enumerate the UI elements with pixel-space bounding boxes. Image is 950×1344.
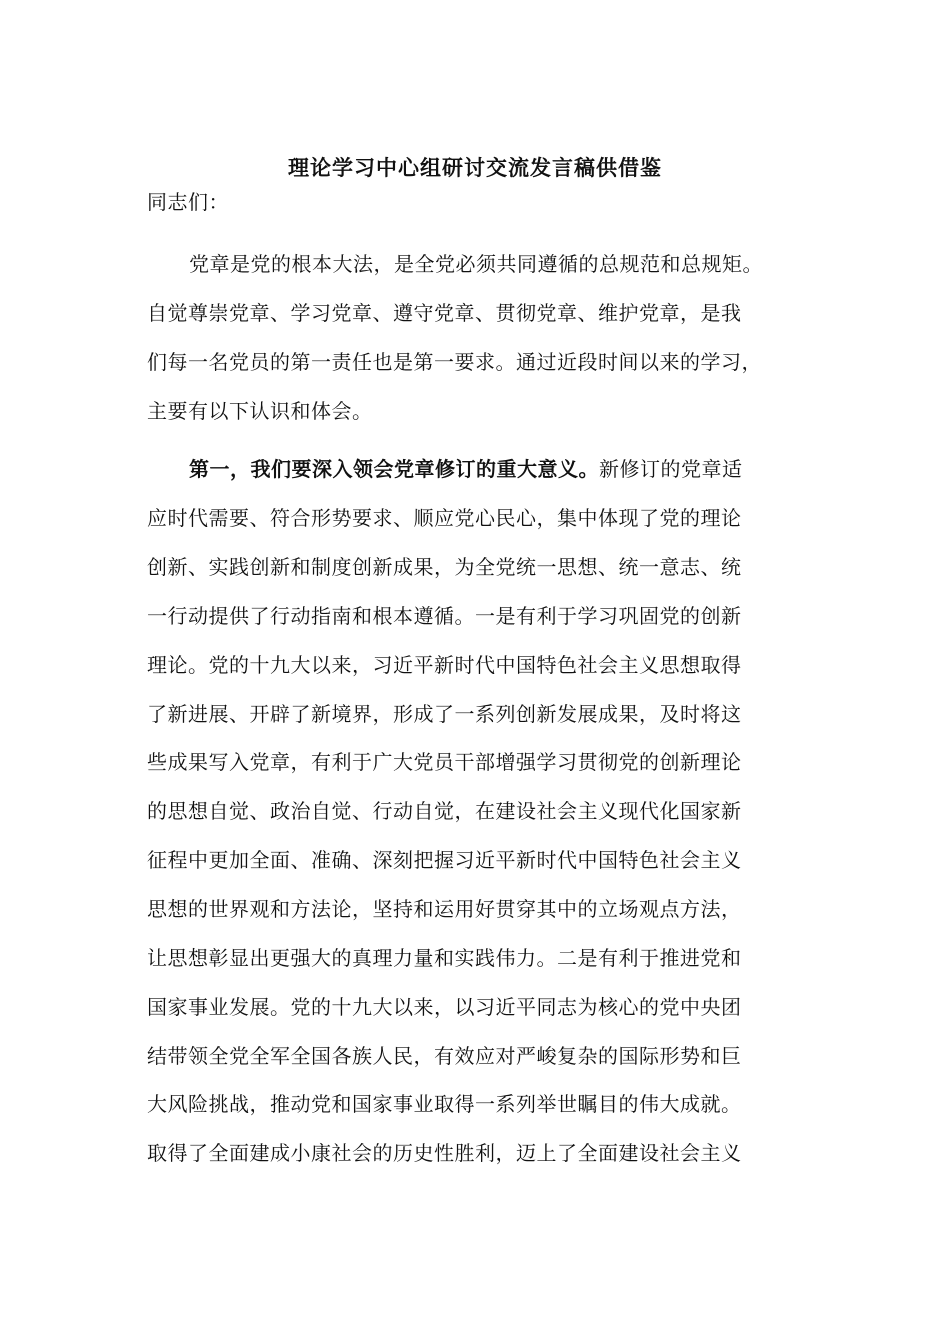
section-1-paragraph [147, 445, 797, 1178]
section-1-first-line-text: 新修订的党章适 [599, 457, 743, 482]
intro-paragraph [147, 240, 797, 435]
section-1-line: 的思想自觉、政治自觉、行动自觉，在建设社会主义现代化国家新 [147, 799, 742, 824]
section-1-line: 让思想彰显出更强大的真理力量和实践伟力。二是有利于推进党和 [147, 945, 742, 970]
intro-line: 主要有以下认识和体会。 [147, 398, 373, 423]
section-1-line: 国家事业发展。党的十九大以来，以习近平同志为核心的党中央团 [147, 994, 742, 1019]
section-1-line: 大风险挑战，推动党和国家事业取得一系列举世瞩目的伟大成就。 [147, 1092, 742, 1117]
section-1-line: 了新进展、开辟了新境界，形成了一系列创新发展成果，及时将这 [147, 701, 742, 726]
section-1-heading: 第一，我们要深入领会党章修订的重大意义。 [189, 457, 599, 482]
section-1-line: 理论。党的十九大以来，习近平新时代中国特色社会主义思想取得 [147, 652, 742, 677]
section-1-line: 些成果写入党章，有利于广大党员干部增强学习贯彻党的创新理论 [147, 750, 742, 775]
section-1-line: 一行动提供了行动指南和根本遵循。一是有利于学习巩固党的创新 [147, 603, 742, 628]
section-1-line: 应时代需要、符合形势要求、顺应党心民心，集中体现了党的理论 [147, 506, 742, 531]
section-1-line: 征程中更加全面、准确、深刻把握习近平新时代中国特色社会主义 [147, 848, 742, 873]
section-1-first-line [147, 445, 797, 494]
greeting: 同志们： [147, 190, 229, 214]
document-body [147, 178, 797, 1178]
intro-line: 自觉尊崇党章、学习党章、遵守党章、贯彻党章、维护党章，是我 [147, 300, 742, 325]
intro-line: 们每一名党员的第一责任也是第一要求。通过近段时间以来的学习， [147, 349, 762, 374]
spacer [147, 226, 797, 240]
spacer [147, 435, 797, 445]
section-1-line: 思想的世界观和方法论，坚持和运用好贯穿其中的立场观点方法， [147, 896, 742, 921]
section-1-line: 取得了全面建成小康社会的历史性胜利，迈上了全面建设社会主义 [147, 1141, 742, 1166]
section-1-line: 结带领全党全军全国各族人民，有效应对严峻复杂的国际形势和巨 [147, 1043, 742, 1068]
document-title: 理论学习中心组研讨交流发言稿供借鉴 [288, 156, 662, 180]
section-1-line: 创新、实践创新和制度创新成果，为全党统一思想、统一意志、统 [147, 555, 742, 580]
intro-line: 党章是党的根本大法，是全党必须共同遵循的总规范和总规矩。 [189, 252, 763, 276]
